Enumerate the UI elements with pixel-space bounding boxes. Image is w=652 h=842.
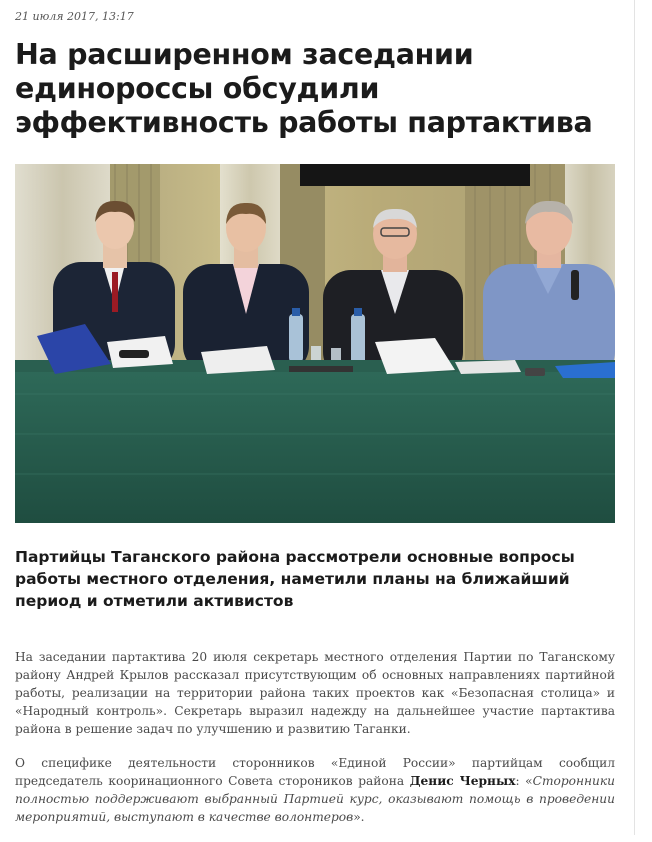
article-body — [15, 648, 615, 842]
paragraph-2-end: ». — [353, 810, 365, 824]
speaker-name: Денис Черных — [409, 774, 516, 788]
article-photo — [15, 164, 615, 523]
paragraph-2-colon: : « — [515, 774, 533, 788]
article-paragraph-1: На заседании партактива 20 июля секретарь местного отделения Партии по Таганскому району Андрей Крылов рассказал присутствующим об основных направлениях партийной работы, реализации на территории района таких проектов как «Безопасная столица» и «Народный контроль». Секретарь выразил надежду на дальнейшее участие партактива района в решение задач по улучшению и развитию Таганки. — [15, 650, 615, 736]
article-title: На расширенном заседании единороссы обсудили эффективность работы партактива — [15, 38, 593, 139]
article-lead: Партийцы Таганского района рассмотрели основные вопросы работы местного отделения, наметили планы на ближайший период и отметили активистов — [15, 548, 575, 610]
article-paragraph-2 — [15, 754, 615, 826]
article-date: 21 июля 2017, 13:17 — [15, 10, 134, 23]
page-right-border — [634, 0, 635, 835]
speaker-quote: Сторонники полностью поддерживают выбранный Партией курс, оказывают помощь в проведении мероприятий, выступают в качестве волонтеров — [15, 774, 616, 824]
paragraph-2-start: О специфике деятельности сторонников «Единой России» партийцам сообщил председатель кооринационного Совета стороников района — [15, 756, 615, 788]
